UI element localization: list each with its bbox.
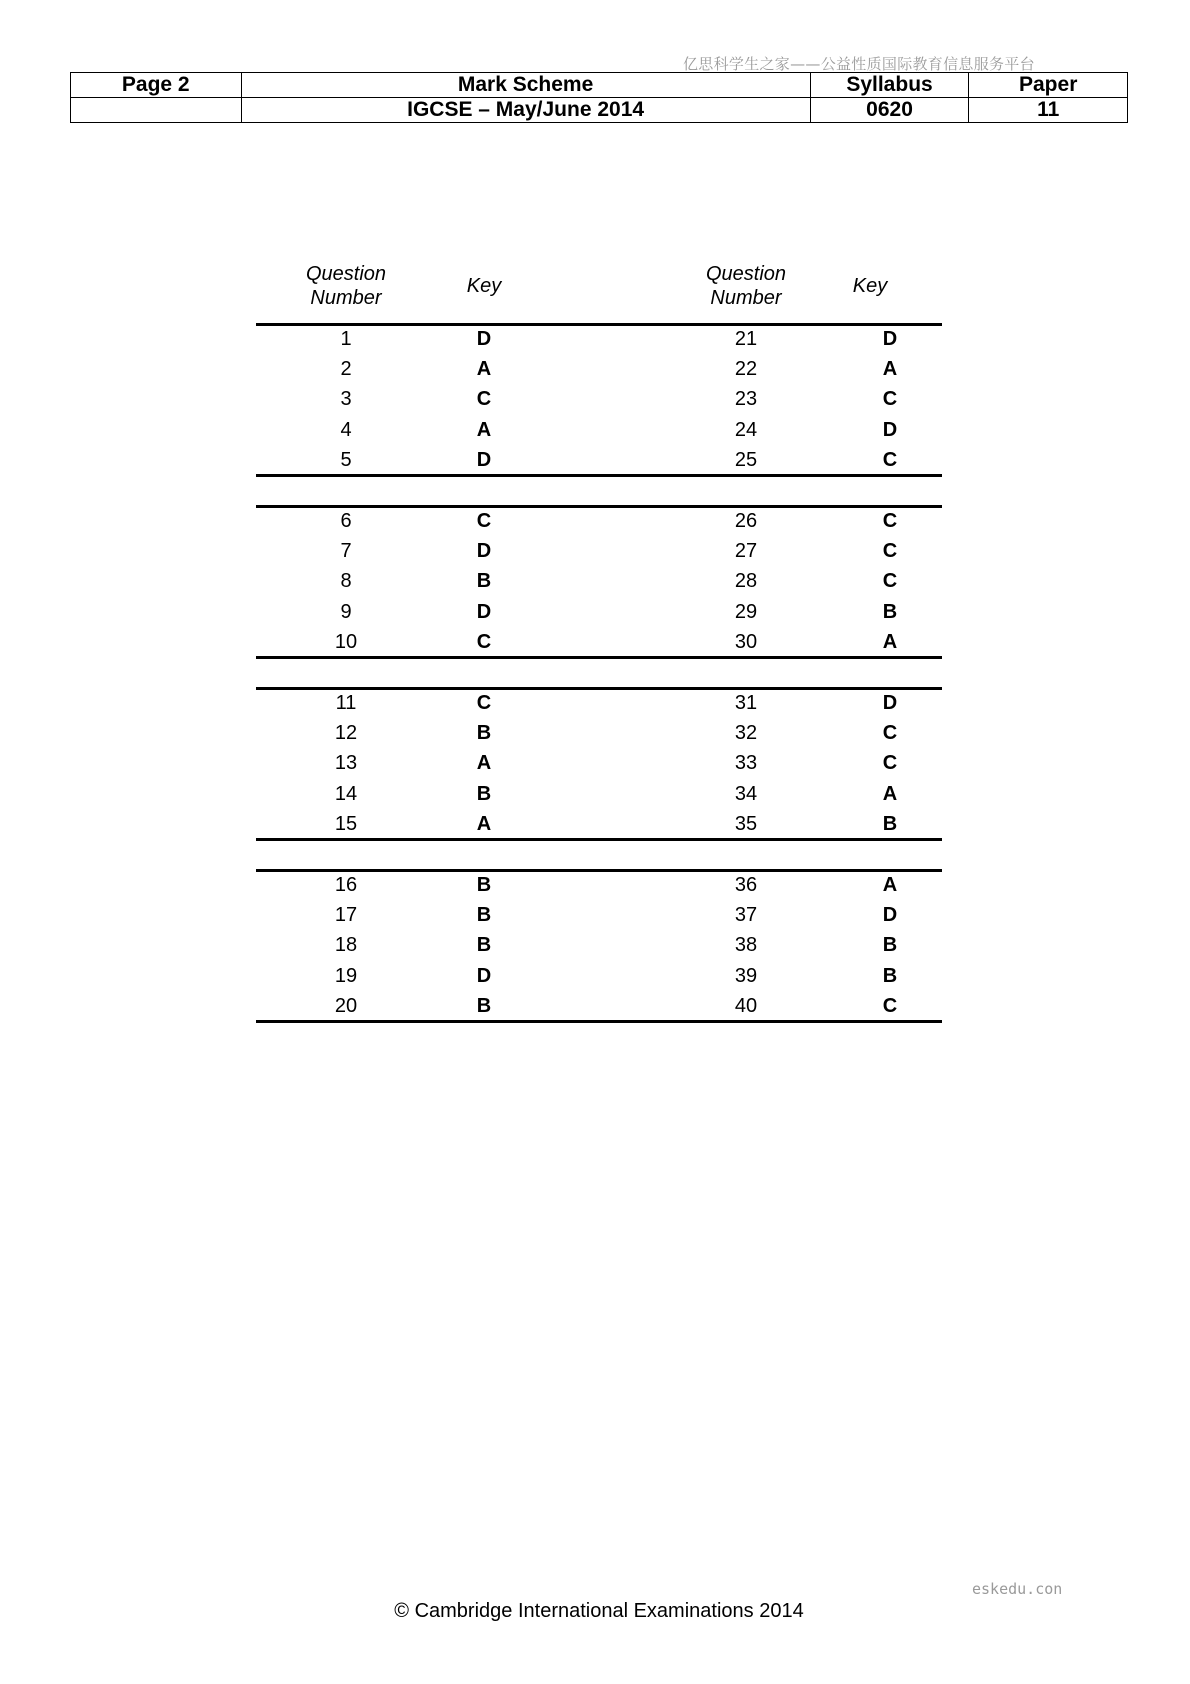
answer-key-right: D <box>882 328 898 350</box>
question-number-left: 11 <box>335 692 357 714</box>
answer-key-left: B <box>476 874 492 896</box>
group-top-rule <box>256 323 942 326</box>
question-number-right: 36 <box>734 874 758 896</box>
question-number-left: 4 <box>340 418 352 441</box>
question-number-left: 2 <box>340 358 352 381</box>
answer-key-left: A <box>476 752 492 775</box>
answer-key-left: A <box>476 358 492 381</box>
copyright-footer: © Cambridge International Examinations 2014 <box>394 1600 804 1622</box>
answer-key-right: A <box>882 874 898 896</box>
group-bottom-rule <box>256 656 942 659</box>
answer-key-right: B <box>882 964 898 987</box>
answer-key-right: C <box>882 994 898 1017</box>
question-number-right: 24 <box>734 418 758 441</box>
key-header-right: Key <box>852 275 888 297</box>
question-number-left: 10 <box>334 630 358 653</box>
group-top-rule <box>256 505 942 508</box>
question-number-left: 12 <box>334 722 358 745</box>
question-number-right: 28 <box>734 570 758 593</box>
answer-key-left: A <box>476 812 492 835</box>
question-number-right: 30 <box>734 630 758 653</box>
answer-key-left: D <box>476 448 492 471</box>
question-number-left: 5 <box>340 448 352 471</box>
question-number-left: 17 <box>334 904 358 927</box>
question-number-right: 31 <box>734 692 758 714</box>
paper-number: 11 <box>969 98 1128 123</box>
question-number-header-right <box>686 262 806 310</box>
question-number-right: 27 <box>734 540 758 563</box>
question-number-left: 13 <box>334 752 358 775</box>
question-number-header-text: Question Number <box>305 263 387 309</box>
watermark-top: 亿思科学生之家——公益性质国际教育信息服务平台 <box>683 55 1035 73</box>
question-number-right: 23 <box>734 388 758 411</box>
question-number-left: 3 <box>340 388 352 411</box>
question-number-header-left <box>286 262 406 310</box>
question-number-left: 8 <box>340 570 352 593</box>
question-number-left: 16 <box>334 874 358 896</box>
exam-session: IGCSE – May/June 2014 <box>241 98 810 123</box>
question-number-header-text: Question Number <box>705 263 787 309</box>
answer-key-right: A <box>882 630 898 653</box>
question-number-left: 20 <box>334 994 358 1017</box>
answer-key-right: C <box>882 540 898 563</box>
question-number-left: 19 <box>334 964 358 987</box>
answer-key-left: A <box>476 418 492 441</box>
answer-key-right: C <box>882 722 898 745</box>
question-number-right: 39 <box>734 964 758 987</box>
answer-key-right: B <box>882 934 898 957</box>
answer-key-left: B <box>476 994 492 1017</box>
syllabus-label: Syllabus <box>810 73 969 98</box>
answer-key-right: B <box>882 812 898 835</box>
question-number-right: 22 <box>734 358 758 381</box>
watermark-bottom: eskedu.con <box>972 1580 1063 1598</box>
answer-key-left: C <box>476 510 492 532</box>
answer-key-right: A <box>882 782 898 805</box>
answer-key-right: C <box>882 752 898 775</box>
question-number-left: 6 <box>340 510 352 532</box>
question-number-left: 14 <box>334 782 358 805</box>
answer-key-left: C <box>476 388 492 411</box>
answer-key-right: C <box>882 448 898 471</box>
answer-key-left: B <box>476 782 492 805</box>
question-number-right: 32 <box>734 722 758 745</box>
question-number-right: 33 <box>734 752 758 775</box>
question-number-right: 35 <box>734 812 758 835</box>
question-number-right: 29 <box>734 600 758 623</box>
answer-key-right: D <box>882 418 898 441</box>
answer-key-right: C <box>882 510 898 532</box>
answer-key-right: D <box>882 904 898 927</box>
answer-key-left: B <box>476 904 492 927</box>
question-number-right: 34 <box>734 782 758 805</box>
group-top-rule <box>256 869 942 872</box>
question-number-right: 40 <box>734 994 758 1017</box>
answer-key-right: A <box>882 358 898 381</box>
answer-key-right: D <box>882 692 898 714</box>
key-header-left: Key <box>466 275 502 297</box>
question-number-right: 38 <box>734 934 758 957</box>
page-number: Page 2 <box>71 73 242 98</box>
answer-key-left: D <box>476 328 492 350</box>
header-empty-cell <box>71 98 242 123</box>
paper-label: Paper <box>969 73 1128 98</box>
answer-key-left: B <box>476 570 492 593</box>
syllabus-code: 0620 <box>810 98 969 123</box>
question-number-left: 7 <box>340 540 352 563</box>
document-title: Mark Scheme <box>241 73 810 98</box>
answer-key-left: C <box>476 630 492 653</box>
question-number-right: 21 <box>734 328 758 350</box>
answer-key-left: B <box>476 722 492 745</box>
answer-key-left: D <box>476 964 492 987</box>
group-bottom-rule <box>256 838 942 841</box>
answer-key-left: D <box>476 540 492 563</box>
question-number-left: 18 <box>334 934 358 957</box>
header-table <box>70 72 1128 123</box>
question-number-left: 1 <box>340 328 352 350</box>
question-number-right: 37 <box>734 904 758 927</box>
answer-key-left: B <box>476 934 492 957</box>
question-number-right: 26 <box>734 510 758 532</box>
answer-key-right: C <box>882 388 898 411</box>
group-top-rule <box>256 687 942 690</box>
group-bottom-rule <box>256 1020 942 1023</box>
answer-key-right: B <box>882 600 898 623</box>
answer-key-right: C <box>882 570 898 593</box>
answer-key-left: C <box>476 692 492 714</box>
question-number-left: 9 <box>340 600 352 623</box>
question-number-left: 15 <box>334 812 358 835</box>
question-number-right: 25 <box>734 448 758 471</box>
answer-key-left: D <box>476 600 492 623</box>
group-bottom-rule <box>256 474 942 477</box>
